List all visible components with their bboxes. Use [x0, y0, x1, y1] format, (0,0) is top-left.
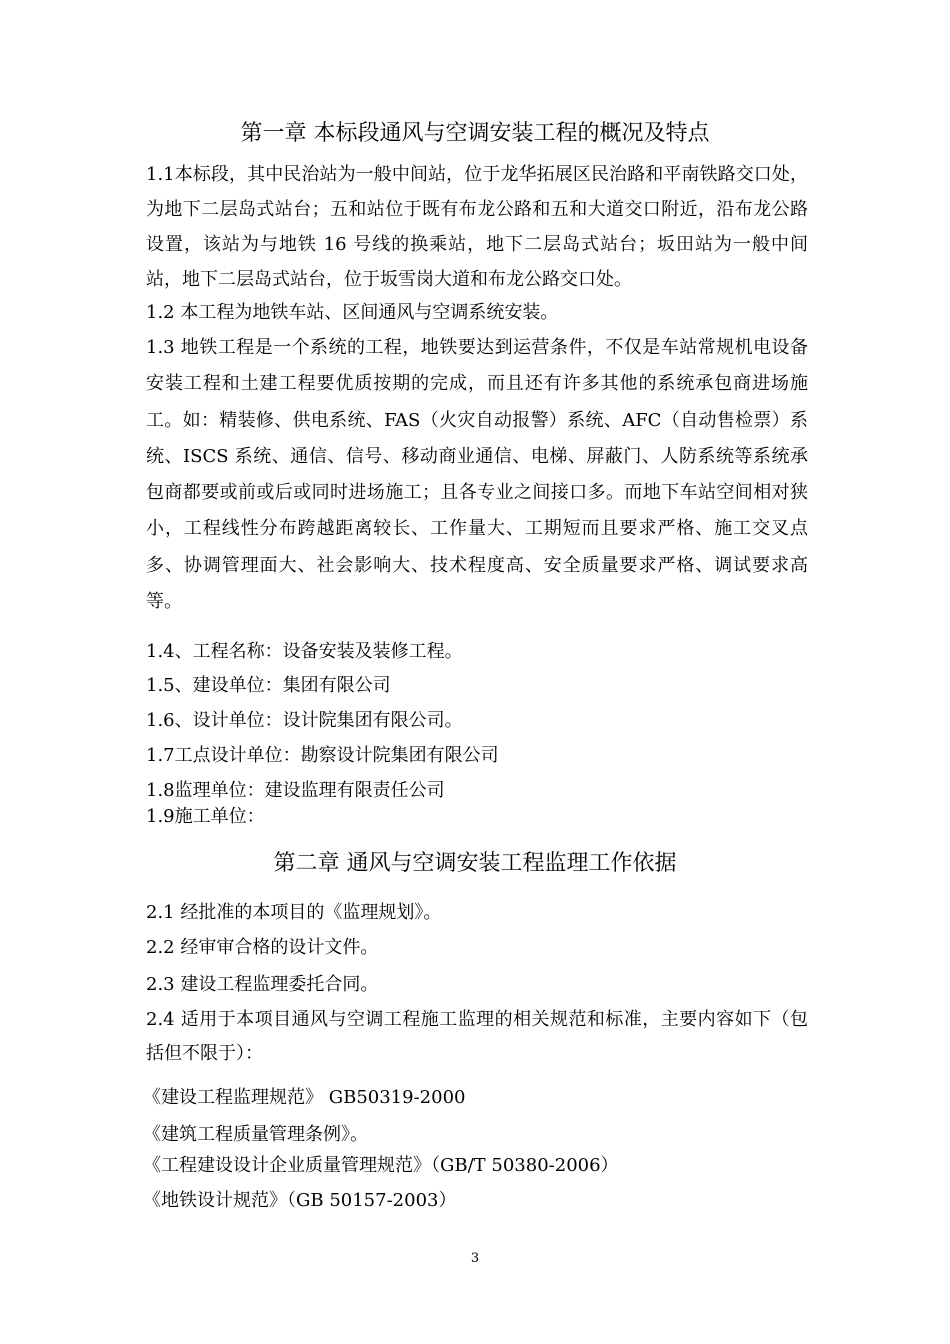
chapter-1-title: 第一章 本标段通风与空调安装工程的概况及特点: [240, 121, 710, 146]
chapter-2-title: 第二章 通风与空调安装工程监理工作依据: [273, 851, 677, 876]
paragraph-2-4: 2.4 适用于本项目通风与空调工程施工监理的相关规范和标准，主要内容如下（包括但不限于）：: [146, 1009, 808, 1064]
item-2-2: 2.2 经审审合格的设计文件。: [146, 937, 379, 958]
item-1-5: 1.5、建设单位：集团有限公司: [146, 675, 391, 696]
reference-item: 《建设工程监理规范》 GB50319-2000: [143, 1087, 466, 1108]
item-1-9: 1.9施工单位：: [146, 806, 265, 827]
item-2-1: 2.1 经批准的本项目的《监理规划》。: [146, 902, 442, 923]
reference-item: 《建筑工程质量管理条例》。: [143, 1124, 368, 1145]
paragraph-1-2: 1.2 本工程为地铁车站、区间通风与空调系统安装。: [146, 302, 559, 323]
item-1-4: 1.4、工程名称：设备安装及装修工程。: [146, 641, 463, 662]
paragraph-1-1: 1.1本标段，其中民治站为一般中间站，位于龙华拓展区民治路和平南铁路交口处，为地下二层岛式站台；五和站位于既有布龙公路和五和大道交口附近，沿布龙公路设置，该站为与地铁 16 号线的换乘站，地下二层岛式站台；坂田站为一般中间站，地下二层岛式站台，位于坂雪岗大道和布龙公路交口处。: [146, 164, 808, 290]
page-number: 3: [470, 1251, 480, 1266]
item-1-8: 1.8监理单位：建设监理有限责任公司: [146, 780, 445, 801]
item-1-6: 1.6、设计单位：设计院集团有限公司。: [146, 710, 463, 731]
reference-item: 《工程建设设计企业质量管理规范》（GB/T 50380-2006）: [143, 1155, 619, 1176]
reference-item: 《地铁设计规范》（GB 50157-2003）: [143, 1190, 457, 1211]
paragraph-1-3: 1.3 地铁工程是一个系统的工程，地铁要达到运营条件，不仅是车站常规机电设备安装工程和土建工程要优质按期的完成，而且还有许多其他的系统承包商进场施工。如：精装修、供电系统、FAS（火灾自动报警）系统、AFC（自动售检票）系统、ISCS 系统、通信、信号、移动商业通信、电梯、屏蔽门、人防系统等系统承包商都要或前或后或同时进场施工；且各专业之间接口多。而地下车站空间相对狭小，工程线性分布跨越距离较长、工作量大、工期短而且要求严格、施工交叉点多、协调管理面大、社会影响大、技术程度高、安全质量要求严格、调试要求高等。: [146, 337, 808, 613]
item-2-3: 2.3 建设工程监理委托合同。: [146, 974, 379, 995]
item-1-7: 1.7工点设计单位：勘察设计院集团有限公司: [146, 745, 499, 766]
